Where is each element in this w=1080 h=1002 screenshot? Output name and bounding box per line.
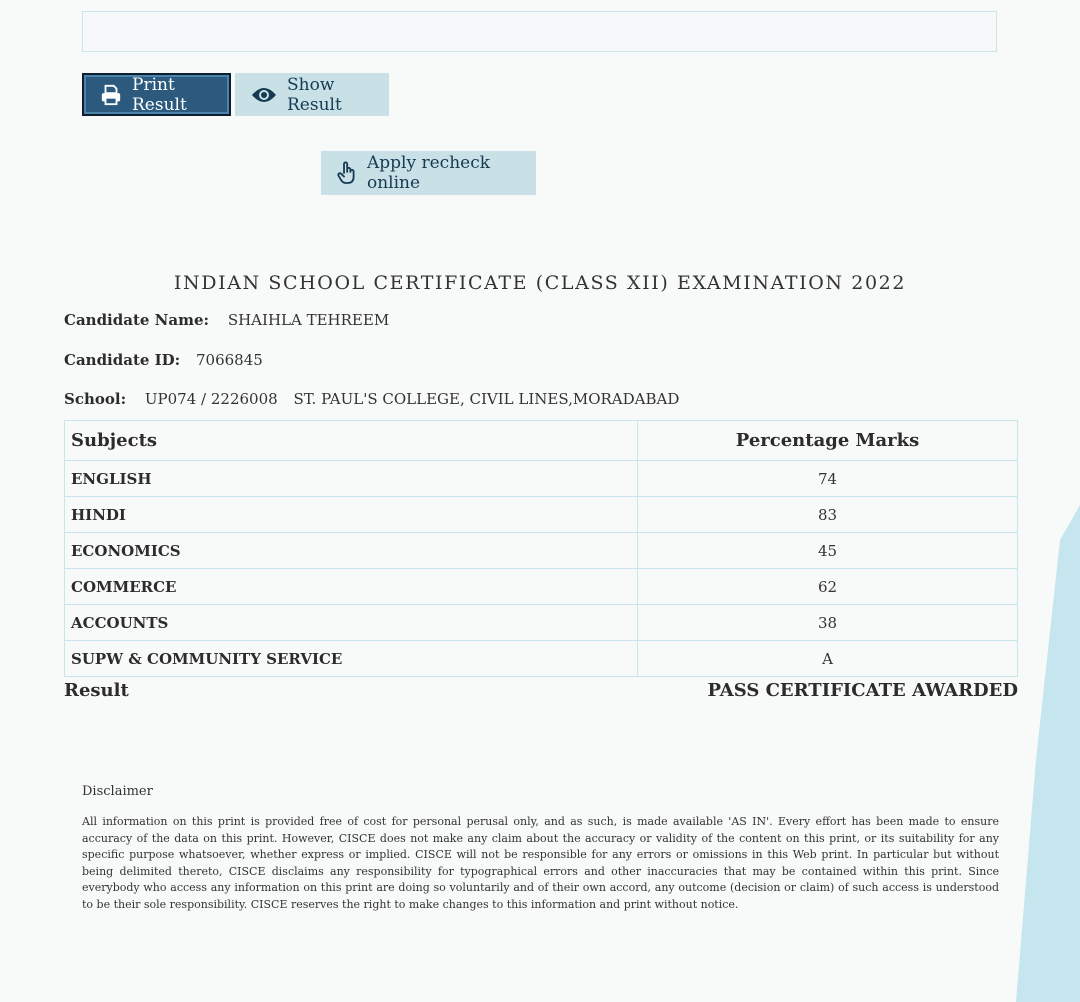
table-row — [65, 461, 1018, 497]
school-label: School: — [64, 390, 127, 408]
eye-icon — [251, 85, 277, 105]
candidate-name-label: Candidate Name: — [64, 311, 210, 329]
table-row — [65, 605, 1018, 641]
table-row — [65, 497, 1018, 533]
table-row — [65, 641, 1018, 677]
subjects-header: Subjects — [65, 421, 638, 461]
hand-pointer-icon — [337, 161, 357, 185]
show-result-button[interactable] — [235, 73, 389, 116]
print-result-label: Print Result — [132, 74, 187, 115]
disclaimer-title: Disclaimer — [82, 784, 153, 799]
subject-cell: HINDI — [65, 497, 638, 533]
marks-cell: 74 — [638, 461, 1018, 497]
table-header-row — [65, 421, 1018, 461]
marks-table — [64, 420, 1018, 677]
candidate-name-row — [64, 311, 389, 329]
candidate-name-value: SHAIHLA TEHREEM — [227, 311, 390, 329]
print-result-button[interactable] — [82, 73, 231, 116]
apply-recheck-button[interactable] — [321, 151, 536, 195]
school-row — [64, 390, 679, 408]
result-value: PASS CERTIFICATE AWARDED — [707, 680, 1018, 701]
marks-cell: A — [638, 641, 1018, 677]
marks-cell: 62 — [638, 569, 1018, 605]
exam-title: INDIAN SCHOOL CERTIFICATE (CLASS XII) EXAMINATION 2022 — [173, 272, 907, 294]
marks-cell: 38 — [638, 605, 1018, 641]
candidate-id-label: Candidate ID: — [64, 351, 181, 369]
percentage-marks-header: Percentage Marks — [638, 421, 1018, 461]
result-row — [64, 680, 1018, 701]
marks-cell: 83 — [638, 497, 1018, 533]
subject-cell: ECONOMICS — [65, 533, 638, 569]
school-code: UP074 / 2226008 — [144, 390, 278, 408]
candidate-id-value: 7066845 — [196, 351, 263, 369]
table-row — [65, 569, 1018, 605]
subject-cell: ENGLISH — [65, 461, 638, 497]
candidate-id-row — [64, 351, 263, 369]
top-input-box[interactable] — [82, 11, 997, 52]
subject-cell: ACCOUNTS — [65, 605, 638, 641]
subject-cell: SUPW & COMMUNITY SERVICE — [65, 641, 638, 677]
subject-cell: COMMERCE — [65, 569, 638, 605]
printer-icon — [100, 84, 122, 106]
disclaimer-text: All information on this print is provided free of cost for personal perusal only, and as such, is made available 'AS IN'. Every effort has been made to ensure accuracy of the data on this print. However, CISCE does not make any claim about the accuracy or validity of the content on this print, or its suitability for any specific purpose whatsoever, whether express or implied. CISCE will not be responsible for any errors or omissions in this Web print. In particular but without being delimited thereto, CISCE disclaims any responsibility for typographical errors and other inaccuracies that may be contained within this print. Since everybody who access any information on this print are doing so voluntarily and of their own accord, any outcome (decision or claim) of such access is understood to be their sole responsibility. CISCE reserves the right to make changes to this information and print without notice. — [82, 815, 999, 911]
apply-recheck-label: Apply recheck online — [367, 153, 491, 193]
table-row — [65, 533, 1018, 569]
result-label: Result — [64, 680, 129, 701]
show-result-label: Show Result — [287, 74, 342, 115]
school-name: ST. PAUL'S COLLEGE, CIVIL LINES,MORADABAD — [293, 390, 680, 408]
marks-cell: 45 — [638, 533, 1018, 569]
